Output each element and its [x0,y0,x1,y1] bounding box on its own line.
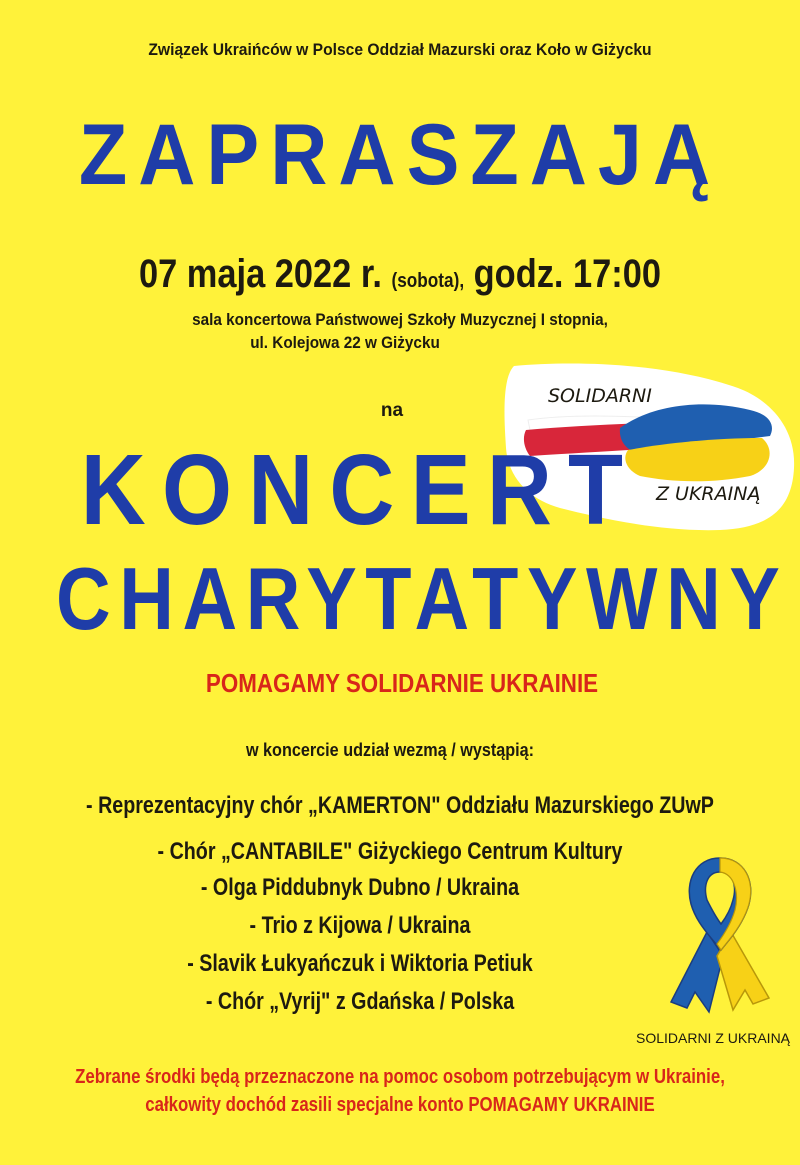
event-title-line-2: CHARYTATYWNY [56,549,789,648]
ribbon-icon [665,852,775,1022]
performer-item: - Reprezentacyjny chór „KAMERTON" Oddziału Mazurskiego ZUwP [86,792,714,819]
organizer-text: Związek Ukraińców w Polsce Oddział Mazurski oraz Koło w Giżycku [148,40,652,59]
badge-top-text: SOLIDARNI [548,385,652,407]
footer-line-2 [64,1094,736,1117]
performer-item: - Slavik Łukyańczuk i Wiktoria Petiuk [187,950,533,977]
performer-item: - Chór „CANTABILE" Giżyckiego Centrum Kultury [157,838,623,865]
event-title-line-1: KONCERT [80,434,640,546]
date-weekday: (sobota), [391,270,465,292]
performer-item: - Olga Piddubnyk Dubno / Ukraina [200,874,520,901]
date-time: godz. 17:00 [473,252,662,296]
performers-intro: w koncercie udział wezmą / wystąpią: [245,740,535,760]
footer-line-1: Zebrane środki będą przeznaczone na pomoc osobom potrzebującym w Ukrainie, [75,1066,725,1088]
venue-line-1: sala koncertowa Państwowej Szkoły Muzycznej I stopnia, [192,310,608,329]
badge-bottom-text: Z UKRAINĄ [656,483,761,505]
date-main: 07 maja 2022 r. [138,252,382,296]
event-date [56,252,744,297]
performer-item: - Chór „Vyrij" z Gdańska / Polska [205,988,515,1015]
slogan: POMAGAMY SOLIDARNIE UKRAINIE [205,668,599,698]
footer-account-name: POMAGAMY UKRAINIE [468,1094,655,1116]
connector-text: na [380,400,404,421]
ribbon-caption: SOLIDARNI Z UKRAINĄ [635,1030,791,1046]
performer-item: - Trio z Kijowa / Ukraina [249,912,471,939]
footer-line-2-prefix: całkowity dochód zasili specjalne konto [145,1094,464,1116]
venue-line-2: ul. Kolejowa 22 w Giżycku [250,333,440,352]
headline: ZAPRASZAJĄ [78,107,722,203]
